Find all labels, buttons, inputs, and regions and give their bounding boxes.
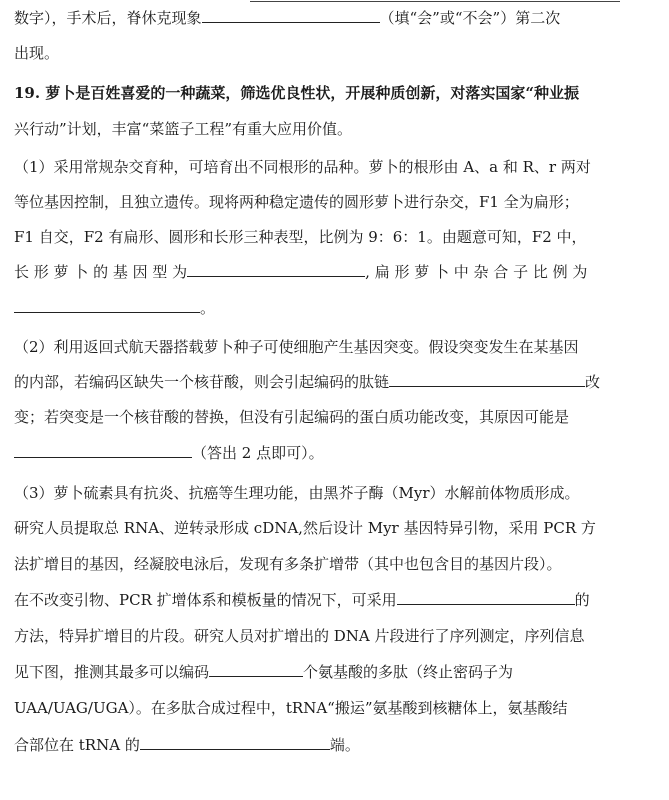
part-2-text-2: 的内部，若编码区缺失一个核苷酸，则会引起编码的肽链 — [14, 373, 390, 391]
part-3-text-3: 法扩增目的基因，经凝胶电泳后，发现有多条扩增带（其中也包含目的基因片段）。 — [14, 555, 562, 573]
part-3-line-5 — [14, 626, 585, 646]
part-1-text-3: F1 自交，F2 有扁形、圆形和长形三种表型，比例为 9：6：1。由题意可知，F2 中， — [14, 228, 587, 246]
part-1-q2-label: , 扁 形 萝 卜 中 杂 合 子 比 例 为 — [365, 263, 588, 281]
question-19-line-2 — [14, 119, 352, 139]
part-3-line-2 — [14, 518, 596, 538]
part-3-line-4 — [14, 590, 590, 610]
part-2-text: （2）利用返回式航天器搭载萝卜种子可使细胞产生基因突变。假设突变发生在某基因 — [14, 338, 579, 356]
text-line-2 — [14, 43, 59, 63]
part-2-line-4 — [14, 443, 324, 463]
part-3-line-1 — [14, 483, 580, 503]
part-3-text-4: 在不改变引物、PCR 扩增体系和模板量的情况下，可采用 — [14, 591, 397, 609]
part-3-text-2: 研究人员提取总 RNA、逆转录形成 cDNA,然后设计 Myr 基因特异引物，采用 PCR 方 — [14, 519, 596, 537]
part-3-text-6: 见下图，推测其最多可以编码 — [14, 663, 210, 681]
answer-blank-4[interactable] — [389, 372, 585, 387]
part-3-line-6 — [14, 662, 513, 682]
question-19-intro-cont: 兴行动”计划，丰富“菜篮子工程”有重大应用价值。 — [14, 120, 353, 138]
answer-blank-7[interactable] — [209, 662, 303, 677]
part-3-text-4-end: 的 — [574, 591, 590, 609]
part-2-line-2 — [14, 372, 600, 392]
part-2-text-3: 变；若突变是一个核苷酸的替换，但没有引起编码的蛋白质功能改变，其原因可能是 — [14, 408, 570, 426]
part-3-text-6-end: 个氨基酸的多肽（终止密码子为 — [303, 663, 514, 681]
answer-blank-2[interactable] — [187, 262, 365, 277]
part-2-line-1 — [14, 337, 579, 357]
part-3-line-7 — [14, 698, 568, 718]
answer-blank-8[interactable] — [140, 735, 330, 750]
part-1-line-2 — [14, 192, 579, 212]
part-2-text-2-end: 改 — [585, 373, 601, 391]
part-1-line-1 — [14, 157, 591, 177]
answer-blank-1[interactable] — [202, 8, 380, 23]
part-1-line-4 — [14, 262, 587, 282]
top-rule — [250, 1, 620, 2]
line-2: 出现。 — [14, 44, 60, 62]
text-line-1 — [14, 8, 560, 28]
line-1-end: （填“会”或“不会”）第二次 — [379, 9, 561, 27]
answer-blank-6[interactable] — [397, 590, 575, 605]
part-2-line-3 — [14, 407, 569, 427]
part-3-text-8-end: 端。 — [329, 736, 360, 754]
part-1-text: （1）采用常规杂交育种，可培育出不同根形的品种。萝卜的根形由 A、a 和 R、r 两对 — [14, 158, 591, 176]
question-19-line-1 — [14, 83, 579, 103]
part-1-line-5 — [14, 298, 215, 318]
part-3-line-8 — [14, 735, 360, 755]
part-3-line-3 — [14, 554, 562, 574]
answer-blank-3[interactable] — [14, 298, 200, 313]
answer-blank-5[interactable] — [14, 443, 192, 458]
part-3-text-8: 合部位在 tRNA 的 — [14, 736, 140, 754]
part-3-text-7: UAA/UAG/UGA）。在多肽合成过程中，tRNA“搬运”氨基酸到核糖体上，氨基酸结 — [14, 699, 568, 717]
part-3-text-5: 方法，特异扩增目的片段。研究人员对扩增出的 DNA 片段进行了序列测定，序列信息 — [14, 627, 585, 645]
period: 。 — [200, 299, 216, 317]
line-1-start: 数字），手术后，脊休克现象 — [14, 9, 202, 27]
part-3-text: （3）萝卜硫素具有抗炎、抗癌等生理功能，由黑芥子酶（Myr）水解前体物质形成。 — [14, 484, 580, 502]
part-1-line-3 — [14, 227, 587, 247]
part-1-q1-label: 长 形 萝 卜 的 基 因 型 为 — [14, 263, 188, 281]
part-2-hint: （答出 2 点即可）。 — [192, 444, 324, 462]
question-19-intro: 19. 萝卜是百姓喜爱的一种蔬菜，筛选优良性状，开展种质创新，对落实国家“种业振 — [14, 84, 579, 102]
part-1-text-2: 等位基因控制，且独立遗传。现将两种稳定遗传的圆形萝卜进行杂交，F1 全为扁形； — [14, 193, 579, 211]
